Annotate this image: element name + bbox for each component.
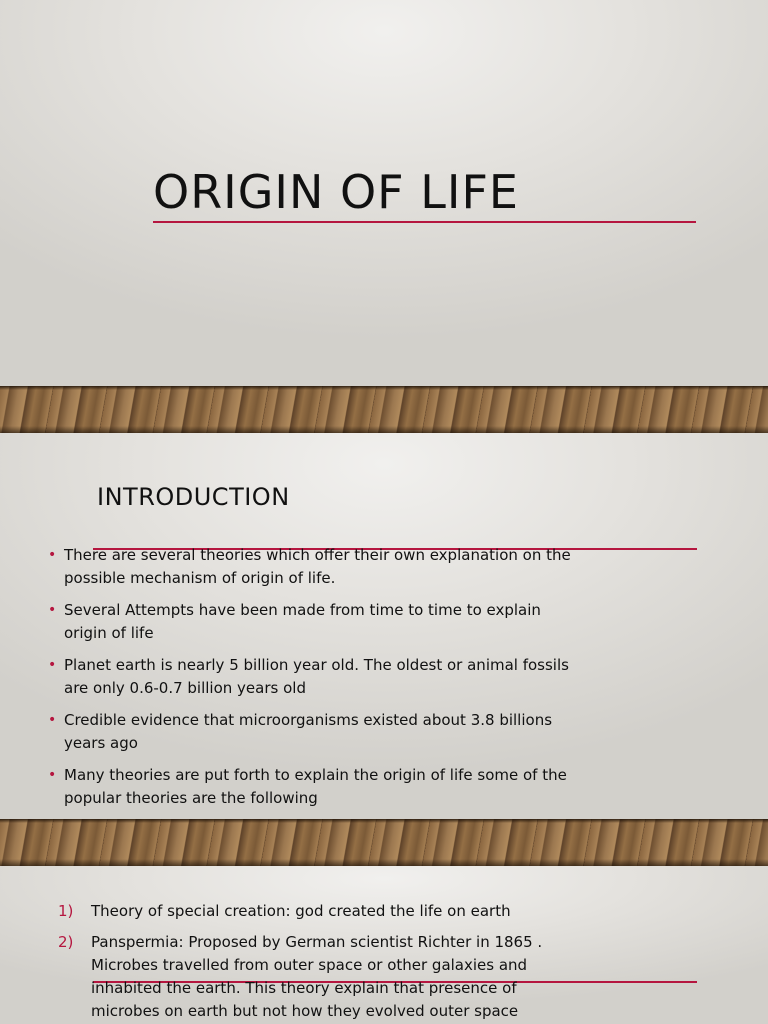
bullet-dot-icon: •: [48, 767, 57, 783]
numbered-item: [58, 931, 578, 1023]
bullet-text: Planet earth is nearly 5 billion year old. The oldest or animal fossils are only 0.6-0.7 billion years old: [64, 656, 569, 697]
slide-theories: [0, 866, 768, 1024]
bullet-item: [48, 599, 588, 645]
bullet-item: [48, 544, 588, 590]
wood-floor-divider: [0, 819, 768, 866]
bullet-dot-icon: •: [48, 657, 57, 673]
bullet-item: [48, 709, 588, 755]
bullet-text: There are several theories which offer their own explanation on the possible mechanism of origin of life.: [64, 546, 571, 587]
slide-introduction: [0, 433, 768, 819]
bullet-text: Several Attempts have been made from time to time to explain origin of life: [64, 601, 541, 642]
wood-floor-divider: [0, 386, 768, 433]
bullet-text: Credible evidence that microorganisms existed about 3.8 billions years ago: [64, 711, 553, 752]
slide-title: [0, 0, 768, 386]
theories-numbered-list: [58, 900, 578, 1024]
bullet-text: Many theories are put forth to explain the origin of life some of the popular theories are the following: [64, 766, 567, 807]
item-text: Panspermia: Proposed by German scientist Richter in 1865 . Microbes travelled from outer space or other galaxies and inhabited the earth. This theory explain that presence of microbes on earth but not how they evolved outer space: [91, 933, 543, 1020]
bullet-dot-icon: •: [48, 602, 57, 618]
item-number: 1): [58, 902, 74, 920]
numbered-item: [58, 900, 578, 923]
title-underline: [153, 221, 696, 223]
bullet-item: [48, 654, 588, 700]
item-text: Theory of special creation: god created the life on earth: [91, 902, 511, 920]
bullet-item: [48, 764, 588, 810]
introduction-bullet-list: [48, 544, 588, 819]
item-number: 2): [58, 933, 74, 951]
bullet-dot-icon: •: [48, 712, 57, 728]
slide-title-text: ORIGIN OF LIFE: [153, 165, 519, 219]
bullet-dot-icon: •: [48, 547, 57, 563]
introduction-heading: INTRODUCTION: [97, 483, 290, 511]
